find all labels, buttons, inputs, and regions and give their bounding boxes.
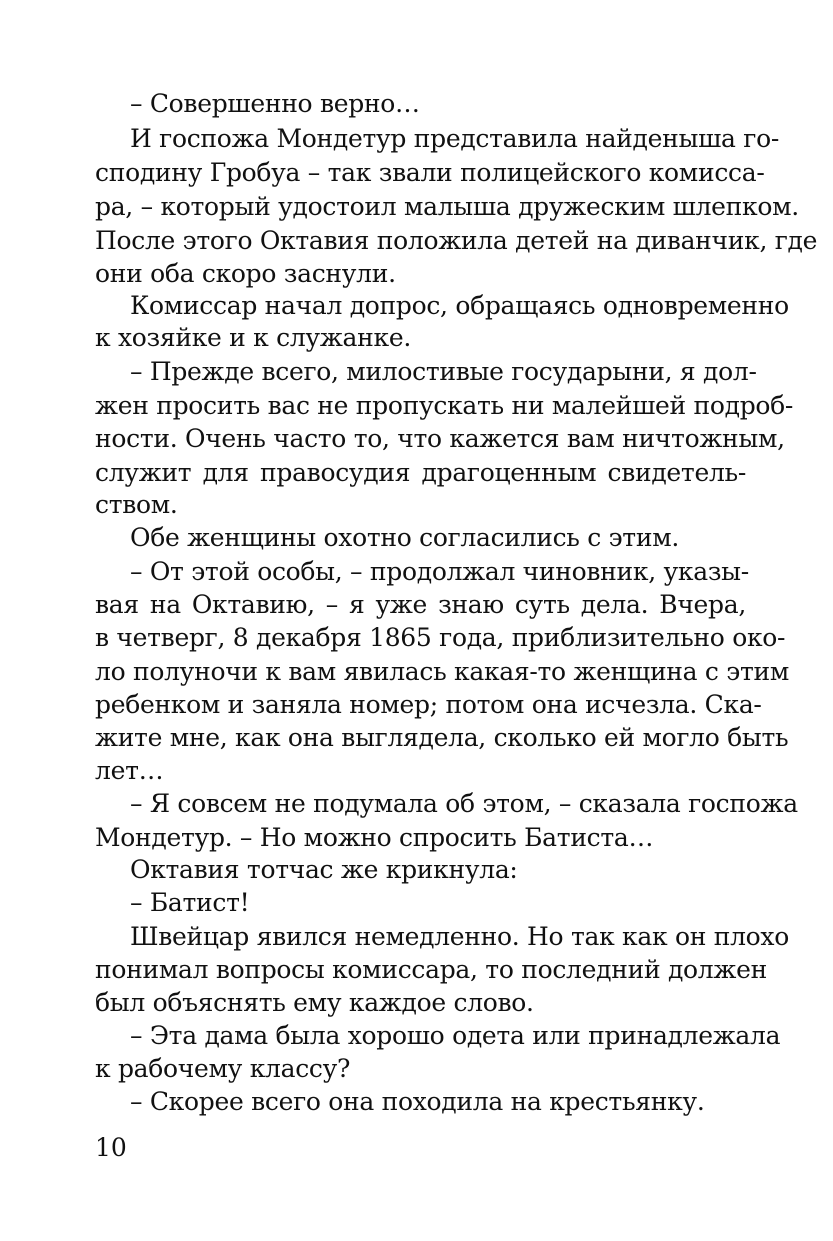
page-number: 10	[95, 1133, 127, 1162]
text-line: лет…	[95, 756, 164, 785]
text-line: вая на Октавию, – я уже знаю суть дела. Вчера,	[95, 590, 746, 619]
text-line: – Я совсем не подумала об этом, – сказала госпожа	[130, 789, 798, 818]
book-page	[95, 0, 818, 1241]
text-line: ности. Очень часто то, что кажется вам ничтожным,	[95, 424, 785, 453]
text-line: служит для правосудия драгоценным свидетель-	[95, 458, 746, 487]
text-line: – Совершенно верно…	[130, 89, 420, 118]
text-line: в четверг, 8 декабря 1865 года, приблизительно око-	[95, 623, 786, 652]
text-line: – От этой особы, – продолжал чиновник, указы-	[130, 557, 749, 586]
text-line: Октавия тотчас же крикнула:	[130, 855, 518, 884]
text-line: ством.	[95, 490, 178, 519]
text-line: Швейцар явился немедленно. Но так как он плохо	[130, 922, 789, 951]
text-line: ра, – который удостоил малыша дружеским шлепком.	[95, 192, 799, 221]
text-line: был объяснять ему каждое слово.	[95, 988, 534, 1017]
text-line: Комиссар начал допрос, обращаясь одновременно	[130, 291, 789, 320]
text-line: Обе женщины охотно согласились с этим.	[130, 523, 679, 552]
text-line: Мондетур. – Но можно спросить Батиста…	[95, 823, 654, 852]
text-line: к рабочему классу?	[95, 1054, 351, 1083]
text-line: – Прежде всего, милостивые государыни, я дол-	[130, 357, 757, 386]
text-line: – Скорее всего она походила на крестьянку.	[130, 1087, 705, 1116]
text-line: ребенком и заняла номер; потом она исчезла. Ска-	[95, 690, 762, 719]
text-line: они оба скоро заснули.	[95, 259, 396, 288]
text-line: понимал вопросы комиссара, то последний должен	[95, 955, 767, 984]
text-line: жите мне, как она выглядела, сколько ей могло быть	[95, 723, 789, 752]
text-line: к хозяйке и к служанке.	[95, 323, 411, 352]
text-line: И госпожа Мондетур представила найденыша го-	[130, 124, 779, 153]
text-line: После этого Октавия положила детей на диванчик, где	[95, 226, 818, 255]
text-line: – Батист!	[130, 888, 250, 917]
text-line: сподину Гробуа – так звали полицейского комисса-	[95, 158, 765, 187]
text-line: жен просить вас не пропускать ни малейшей подроб-	[95, 391, 794, 420]
text-line: – Эта дама была хорошо одета или принадлежала	[130, 1021, 781, 1050]
text-line: ло полуночи к вам явилась какая-то женщина с этим	[95, 657, 790, 686]
